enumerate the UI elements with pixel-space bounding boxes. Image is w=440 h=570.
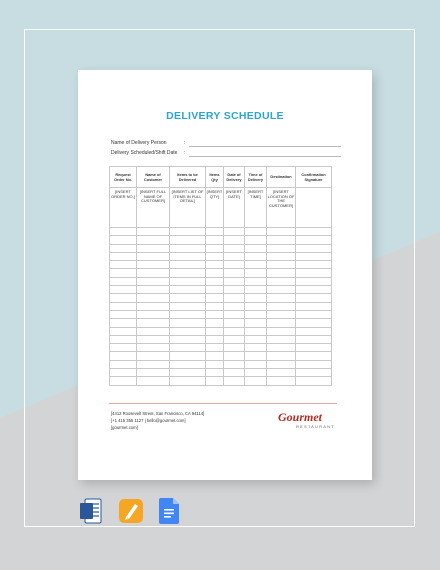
- field-separator: :: [184, 149, 186, 156]
- table-cell: [267, 228, 296, 236]
- google-docs-icon[interactable]: [159, 498, 181, 524]
- table-cell: [137, 252, 170, 260]
- table-cell: [296, 377, 332, 385]
- table-row: [110, 261, 332, 269]
- table-cell: [170, 344, 206, 352]
- table-cell: [170, 360, 206, 368]
- table-cell: [224, 277, 245, 285]
- table-row: [110, 228, 332, 236]
- table-cell: [INSERT LIST OF ITEMS IN FULL DETAIL]: [170, 188, 206, 228]
- table-cell: [137, 269, 170, 277]
- table-cell: [206, 269, 224, 277]
- table-cell: [245, 327, 267, 335]
- table-cell: [267, 360, 296, 368]
- table-cell: [206, 377, 224, 385]
- table-cell: [267, 244, 296, 252]
- table-cell: [245, 335, 267, 343]
- table-cell: [110, 294, 137, 302]
- table-row: [110, 344, 332, 352]
- table-cell: [110, 286, 137, 294]
- header-cell: Name of Customer: [137, 167, 170, 188]
- table-cell: [224, 360, 245, 368]
- table-cell: [224, 310, 245, 318]
- table-cell: [224, 352, 245, 360]
- table-cell: [137, 302, 170, 310]
- table-cell: [267, 269, 296, 277]
- table-cell: [224, 252, 245, 260]
- table-cell: [137, 236, 170, 244]
- footer-divider: [109, 403, 337, 404]
- table-cell: [245, 302, 267, 310]
- header-cell: Items Qty: [206, 167, 224, 188]
- table-row: [110, 269, 332, 277]
- table-cell: [INSERT QTY]: [206, 188, 224, 228]
- header-cell: Items to be Delivered: [170, 167, 206, 188]
- table-cell: [170, 377, 206, 385]
- table-cell: [170, 352, 206, 360]
- table-row: [110, 244, 332, 252]
- table-row: [110, 294, 332, 302]
- table-cell: [206, 310, 224, 318]
- table-cell: [170, 327, 206, 335]
- table-cell: [296, 261, 332, 269]
- table-cell: [206, 228, 224, 236]
- table-cell: [206, 286, 224, 294]
- table-cell: [170, 335, 206, 343]
- table-cell: [267, 327, 296, 335]
- table-cell: [267, 377, 296, 385]
- table-cell: [170, 228, 206, 236]
- header-fields: [111, 140, 341, 159]
- table-cell: [137, 360, 170, 368]
- table-cell: [296, 369, 332, 377]
- table-row: [110, 302, 332, 310]
- table-cell: [296, 277, 332, 285]
- table-cell: [170, 244, 206, 252]
- table-cell: [224, 261, 245, 269]
- table-cell: [267, 310, 296, 318]
- table-row: [110, 335, 332, 343]
- header-cell: Request Order No.: [110, 167, 137, 188]
- table-cell: [206, 369, 224, 377]
- table-cell: [267, 236, 296, 244]
- table-cell: [245, 294, 267, 302]
- table-cell: [137, 319, 170, 327]
- table-cell: [267, 344, 296, 352]
- table-cell: [170, 319, 206, 327]
- table-cell: [170, 302, 206, 310]
- table-cell: [267, 352, 296, 360]
- table-cell: [296, 310, 332, 318]
- table-row: [110, 369, 332, 377]
- table-cell: [224, 286, 245, 294]
- table-cell: [206, 294, 224, 302]
- table-cell: [224, 294, 245, 302]
- table-header-row: [110, 167, 332, 188]
- table-cell: [245, 377, 267, 385]
- table-cell: [110, 277, 137, 285]
- table-cell: [170, 269, 206, 277]
- field-delivery-person: [111, 140, 341, 150]
- table-cell: [170, 261, 206, 269]
- table-cell: [206, 244, 224, 252]
- delivery-table: [109, 166, 332, 386]
- table-cell: [267, 335, 296, 343]
- table-cell: [206, 252, 224, 260]
- table-cell: [137, 228, 170, 236]
- table-cell: [267, 294, 296, 302]
- header-cell: Date of Delivery: [224, 167, 245, 188]
- field-separator: :: [184, 140, 186, 146]
- table-cell: [110, 335, 137, 343]
- table-cell: [224, 244, 245, 252]
- table-cell: [206, 335, 224, 343]
- table-cell: [110, 269, 137, 277]
- table-row: [110, 327, 332, 335]
- table-cell: [170, 310, 206, 318]
- table-cell: [110, 252, 137, 260]
- table-cell: [INSERT FULL NAME OF CUSTOMER]: [137, 188, 170, 228]
- table-cell: [206, 277, 224, 285]
- table-cell: [137, 369, 170, 377]
- table-row: [110, 236, 332, 244]
- table-cell: [INSERT TIME]: [245, 188, 267, 228]
- table-cell: [110, 360, 137, 368]
- table-cell: [224, 327, 245, 335]
- table-cell: [110, 302, 137, 310]
- field-label: Name of Delivery Person: [111, 140, 167, 146]
- table-cell: [245, 261, 267, 269]
- header-cell: Destination: [267, 167, 296, 188]
- table-cell: [245, 286, 267, 294]
- table-cell: [170, 277, 206, 285]
- footer-address: [4412 Roosevelt Street, San Francisco, CA 94114]: [111, 411, 205, 416]
- table-cell: [245, 269, 267, 277]
- table-cell: [245, 252, 267, 260]
- table-cell: [206, 327, 224, 335]
- table-cell: [245, 360, 267, 368]
- table-cell: [206, 352, 224, 360]
- pages-icon[interactable]: [119, 498, 141, 524]
- table-cell: [224, 369, 245, 377]
- table-cell: [245, 228, 267, 236]
- table-cell: [137, 294, 170, 302]
- table-cell: [267, 261, 296, 269]
- gourmet-logo: [278, 410, 335, 429]
- table-cell: [224, 269, 245, 277]
- footer-contact: [111, 410, 204, 431]
- table-cell: [296, 327, 332, 335]
- table-cell: [110, 327, 137, 335]
- table-cell: [296, 344, 332, 352]
- table-cell: [INSERT LOCATION OF THE CUSTOMER]: [267, 188, 296, 228]
- table-cell: [137, 310, 170, 318]
- table-row: [110, 310, 332, 318]
- table-cell: [296, 335, 332, 343]
- table-cell: [206, 261, 224, 269]
- document-page: [78, 70, 372, 480]
- table-cell: [245, 352, 267, 360]
- table-cell: [137, 244, 170, 252]
- table-cell: [INSERT DATE]: [224, 188, 245, 228]
- field-label: Delivery Scheduled/Shift Date: [111, 149, 178, 156]
- logo-wordmark: Gourmet: [278, 410, 323, 424]
- table-cell: [206, 236, 224, 244]
- table-cell: [110, 319, 137, 327]
- header-cell: Time of Delivery: [245, 167, 267, 188]
- table-row: [110, 252, 332, 260]
- table-cell: [296, 360, 332, 368]
- table-cell: [137, 286, 170, 294]
- table-row: [110, 360, 332, 368]
- table-cell: [224, 228, 245, 236]
- table-cell: [137, 277, 170, 285]
- table-cell: [267, 302, 296, 310]
- table-cell: [296, 352, 332, 360]
- table-cell: [170, 369, 206, 377]
- logo-tagline: RESTAURANT: [296, 424, 335, 429]
- table-cell: [206, 302, 224, 310]
- table-cell: [110, 344, 137, 352]
- table-cell: [206, 319, 224, 327]
- table-cell: [267, 319, 296, 327]
- table-cell: [245, 236, 267, 244]
- table-cell: [245, 319, 267, 327]
- table-row: [110, 352, 332, 360]
- table-cell: [245, 344, 267, 352]
- table-cell: [137, 327, 170, 335]
- table-cell: [245, 277, 267, 285]
- table-cell: [137, 261, 170, 269]
- document-title: DELIVERY SCHEDULE: [166, 110, 284, 122]
- table-cell: [INSERT ORDER NO.]: [110, 188, 137, 228]
- table-cell: [245, 244, 267, 252]
- table-row: [110, 319, 332, 327]
- table-cell: [137, 377, 170, 385]
- header-cell: Confirmation Signature: [296, 167, 332, 188]
- table-cell: [296, 244, 332, 252]
- table-cell: [110, 352, 137, 360]
- table-cell: [170, 236, 206, 244]
- table-cell: [110, 228, 137, 236]
- table-cell: [206, 344, 224, 352]
- table-cell: [224, 302, 245, 310]
- table-cell: [206, 360, 224, 368]
- field-shift-date: [111, 150, 341, 160]
- table-cell: [296, 319, 332, 327]
- table-cell: [296, 252, 332, 260]
- table-row: [110, 188, 332, 228]
- table-cell: [110, 369, 137, 377]
- table-cell: [224, 319, 245, 327]
- table-cell: [296, 286, 332, 294]
- table-cell: [267, 252, 296, 260]
- table-cell: [267, 286, 296, 294]
- table-cell: [296, 228, 332, 236]
- table-cell: [224, 236, 245, 244]
- table-cell: [137, 344, 170, 352]
- table-cell: [267, 277, 296, 285]
- table-row: [110, 377, 332, 385]
- table-cell: [110, 261, 137, 269]
- table-cell: [245, 310, 267, 318]
- table-cell: [110, 236, 137, 244]
- table-cell: [137, 352, 170, 360]
- table-cell: [296, 302, 332, 310]
- table-cell: [296, 236, 332, 244]
- footer-phone-email: [+1 415 355 1127 | hello@gourmet.com]: [111, 418, 186, 423]
- table-cell: [110, 310, 137, 318]
- table-cell: [170, 286, 206, 294]
- table-cell: [170, 294, 206, 302]
- word-icon[interactable]: [80, 498, 102, 524]
- footer-website: [gourmet.com]: [111, 425, 138, 430]
- table-cell: [267, 369, 296, 377]
- table-cell: [224, 377, 245, 385]
- table-row: [110, 277, 332, 285]
- field-line: [189, 156, 341, 157]
- table-cell: [110, 244, 137, 252]
- table-cell: [224, 344, 245, 352]
- table-cell: [296, 269, 332, 277]
- field-line: [189, 146, 341, 147]
- table-cell: [224, 335, 245, 343]
- table-cell: [296, 294, 332, 302]
- table-cell: [245, 369, 267, 377]
- table-cell: [110, 377, 137, 385]
- table-cell: [137, 335, 170, 343]
- table-cell: [170, 252, 206, 260]
- table-cell: [296, 188, 332, 228]
- table-row: [110, 286, 332, 294]
